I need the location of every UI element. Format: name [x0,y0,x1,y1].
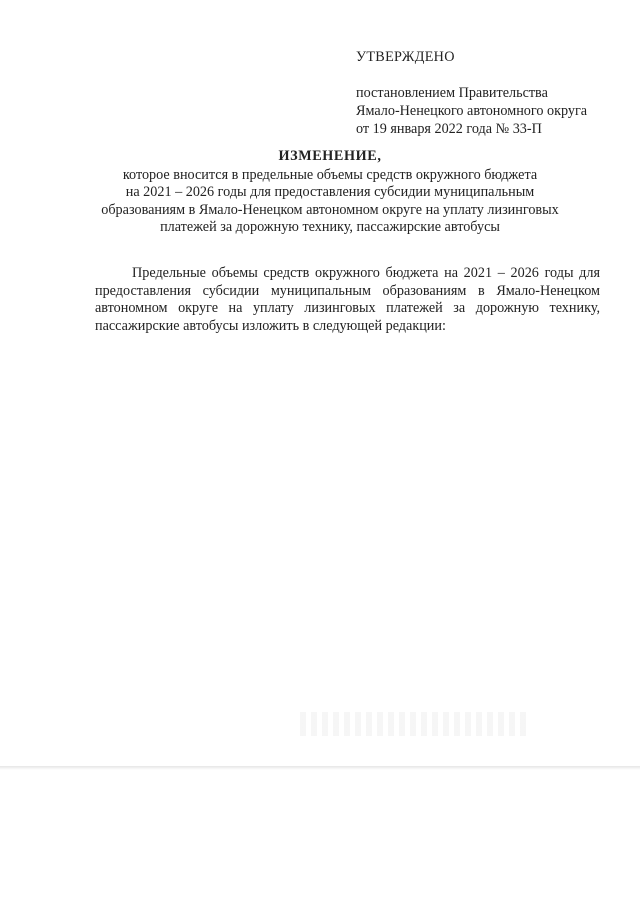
heading-line-3: образованиям в Ямало-Ненецком автономном округе на уплату лизинговых [101,201,559,218]
approved-label: УТВЕРЖДЕНО [356,49,455,65]
approval-stamp-block [356,48,587,138]
document-heading [80,148,580,237]
heading-line-2: на 2021 – 2026 годы для предоставления субсидии муниципальным [125,184,535,200]
approval-line-1: постановлением Правительства [356,85,548,101]
approval-line-2: Ямало-Ненецкого автономного округа [356,103,588,119]
scan-artifact [300,712,530,736]
page-bottom-edge [0,766,640,770]
heading-line-1: которое вносится в предельные объемы средств окружного бюджета [122,166,538,183]
approval-line-3: от 19 января 2022 года № 33-П [356,121,542,137]
body-paragraph: Предельные объемы средств окружного бюджета на 2021 – 2026 годы для предоставления субсидии муниципальным образованиям в Ямало-Ненецком автономном округе на уплату лизинговых платежей за дорожную технику, пассажирские автобусы изложить в следующей редакции: [95,265,600,334]
heading-line-4: платежей за дорожную технику, пассажирские автобусы [160,219,500,235]
document-title: ИЗМЕНЕНИЕ, [278,148,382,164]
